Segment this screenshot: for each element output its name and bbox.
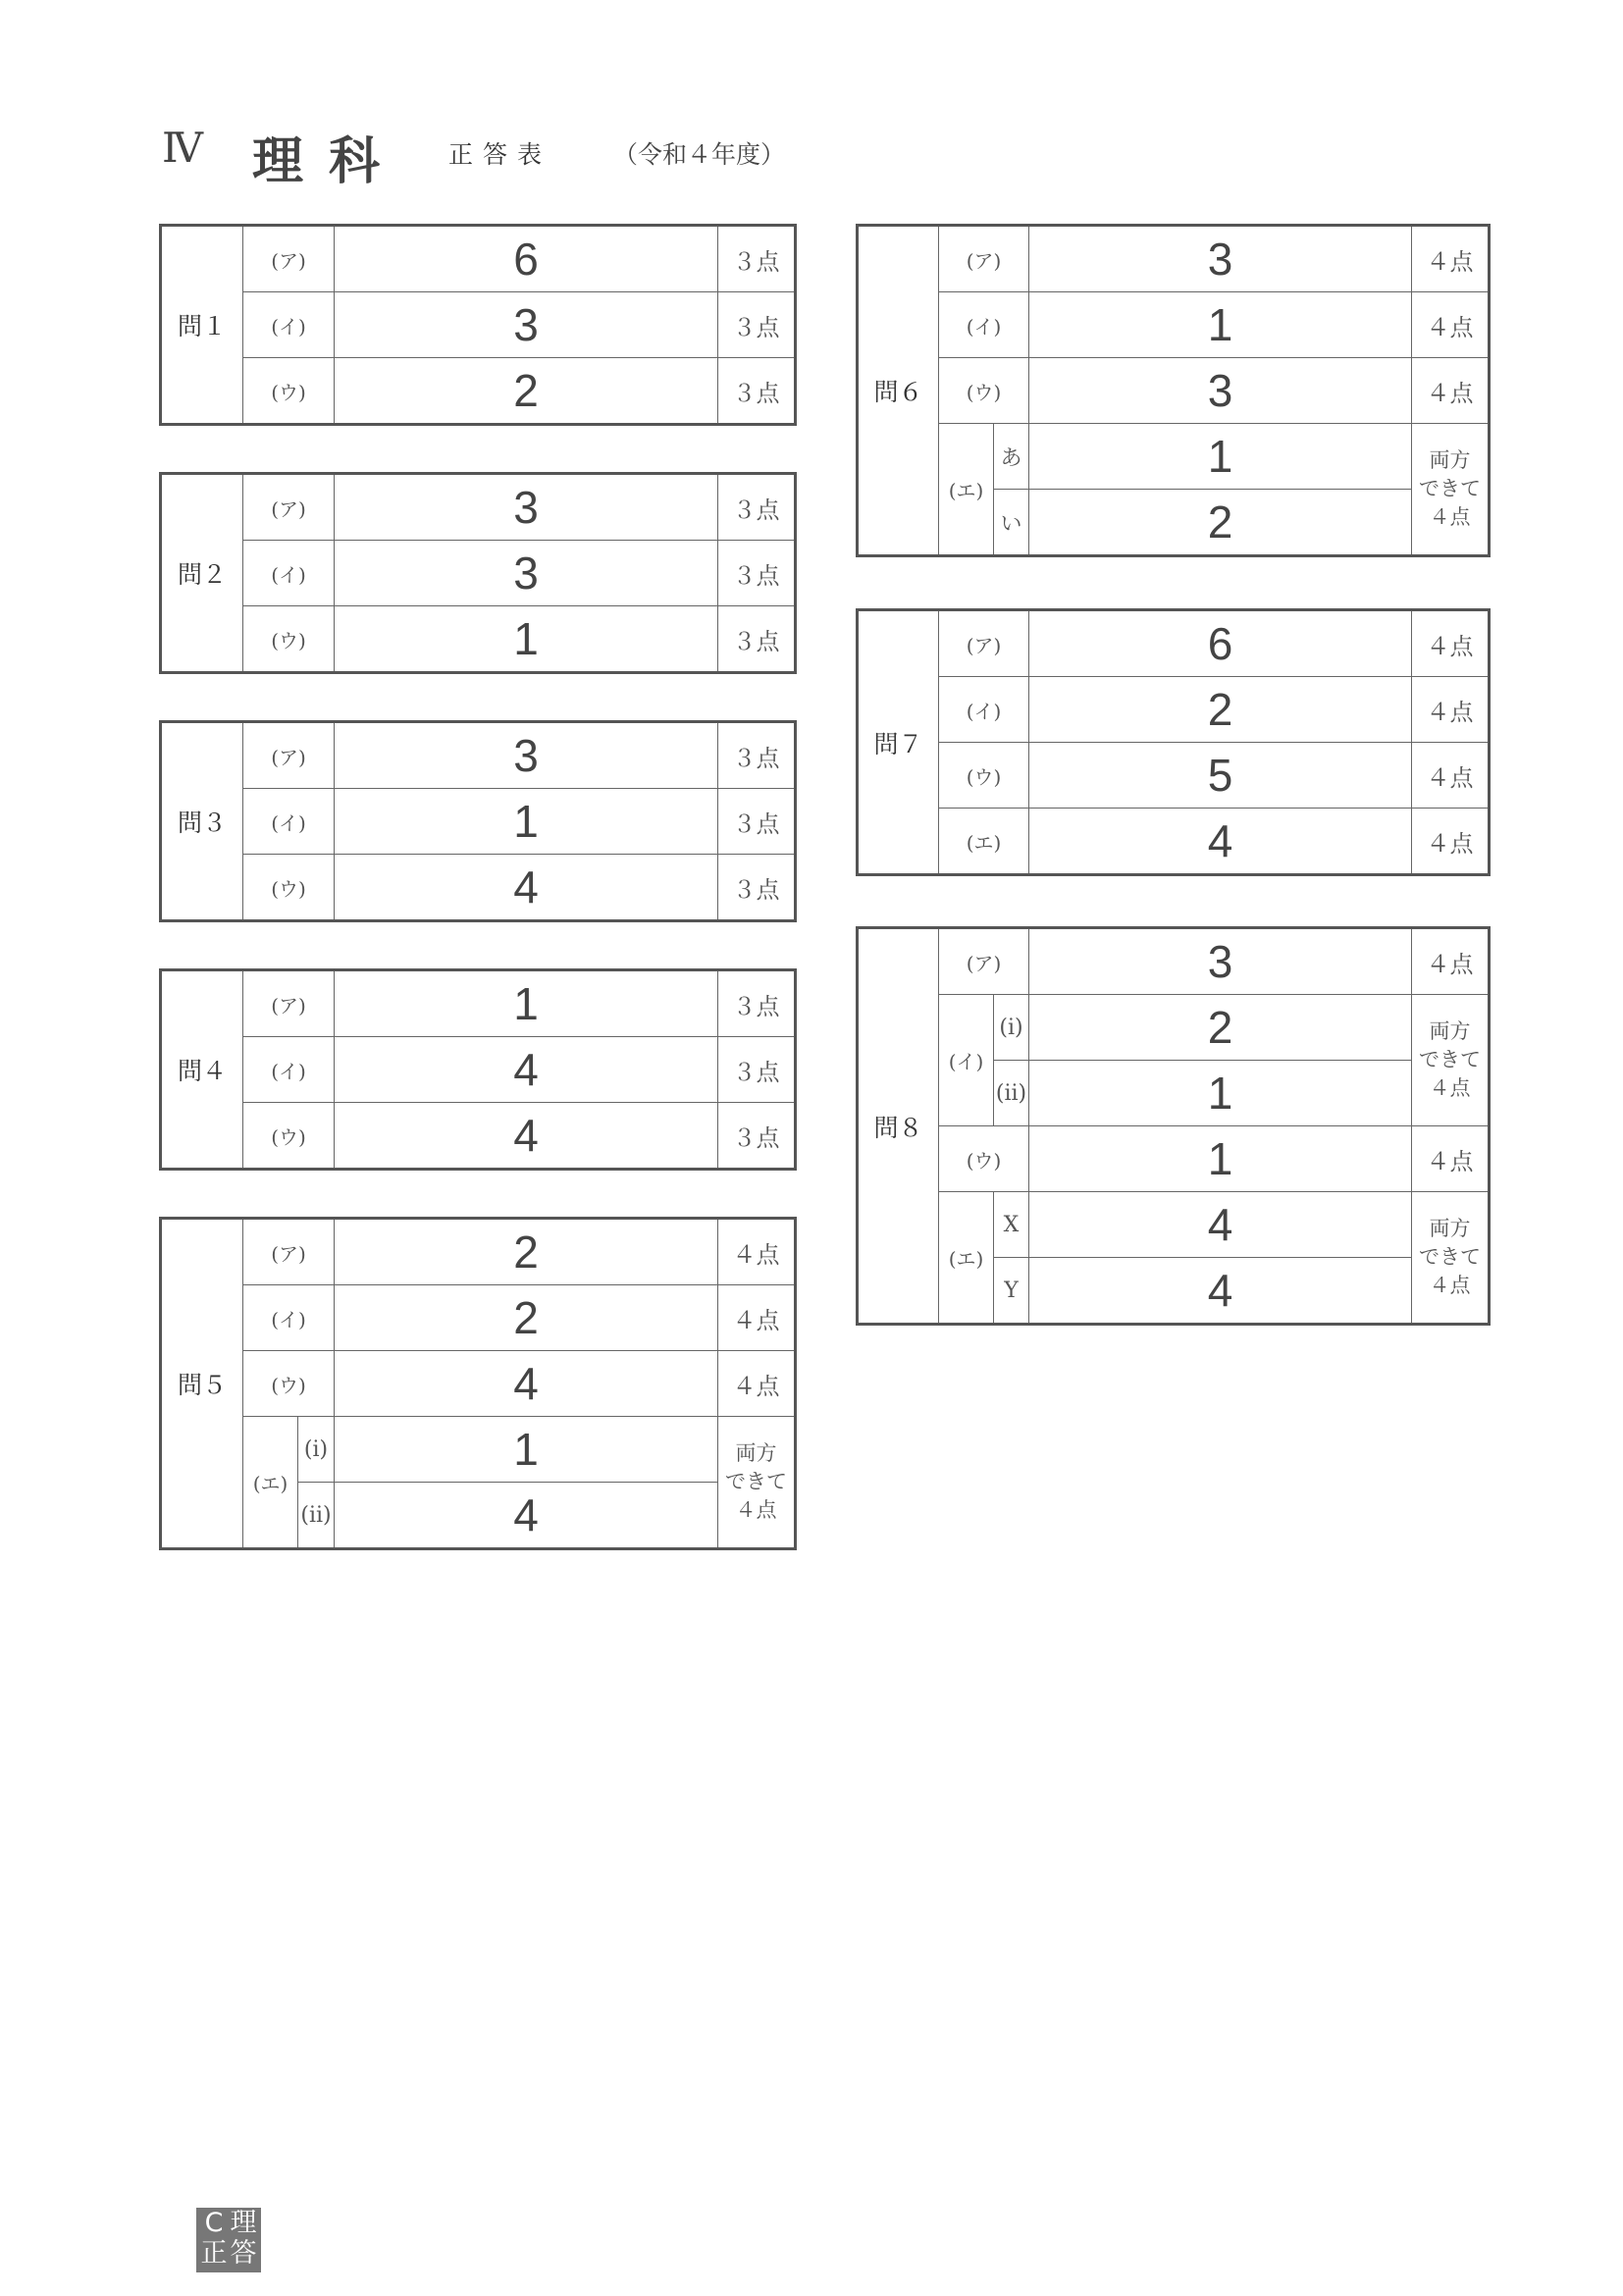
part-label: (ア)	[243, 1219, 335, 1285]
part-label: (ア)	[243, 970, 335, 1037]
points-line: ４点	[1429, 505, 1471, 529]
part-label: (ア)	[939, 610, 1029, 677]
table-row	[858, 928, 1490, 995]
points-cell: ４点	[1412, 1126, 1490, 1192]
table-row	[858, 995, 1490, 1061]
part-label: (イ)	[939, 677, 1029, 743]
table-row	[858, 358, 1490, 424]
points-cell: ４点	[718, 1285, 796, 1351]
table-row	[161, 789, 796, 855]
part-label: (ウ)	[939, 743, 1029, 809]
answer-cell: 2	[335, 1219, 718, 1285]
points-cell: ４点	[1412, 809, 1490, 875]
part-label: (ア)	[243, 226, 335, 292]
part-label: (ウ)	[243, 358, 335, 425]
part-label: (イ)	[243, 292, 335, 358]
table-row	[161, 722, 796, 789]
table-row	[161, 855, 796, 921]
points-line: できて	[1419, 1245, 1482, 1269]
table-row	[858, 1192, 1490, 1258]
question-7-table	[856, 608, 1491, 876]
footer-stamp	[196, 2208, 261, 2272]
table-row	[161, 358, 796, 425]
question-3-table	[159, 720, 797, 922]
sub-part-label: (ⅱ)	[298, 1483, 335, 1549]
answer-cell: 1	[1029, 424, 1412, 490]
question-5-table	[159, 1217, 797, 1550]
answer-cell: 4	[335, 1037, 718, 1103]
document-year: （令和４年度）	[613, 140, 786, 169]
points-cell: ４点	[1412, 610, 1490, 677]
answer-cell: 6	[1029, 610, 1412, 677]
part-label: (エ)	[939, 809, 1029, 875]
question-1-table	[159, 224, 797, 426]
sub-part-label: (ⅰ)	[298, 1417, 335, 1483]
answer-cell: 1	[1029, 292, 1412, 358]
stamp-char: 答	[230, 2238, 257, 2269]
points-cell: ３点	[718, 1037, 796, 1103]
points-cell: ３点	[718, 292, 796, 358]
points-line: できて	[1419, 477, 1482, 500]
table-row	[858, 226, 1490, 292]
part-label: (イ)	[939, 995, 994, 1126]
part-label: (ウ)	[243, 1103, 335, 1170]
points-line: 両方	[1429, 1019, 1471, 1043]
part-label: (ア)	[939, 928, 1029, 995]
part-label: (エ)	[939, 1192, 994, 1325]
points-line: 両方	[735, 1441, 777, 1465]
part-label: (イ)	[243, 541, 335, 606]
answer-cell: 3	[335, 722, 718, 789]
part-label: (ウ)	[243, 606, 335, 673]
table-row	[858, 1126, 1490, 1192]
table-row	[161, 1417, 796, 1483]
points-cell: ４点	[1412, 677, 1490, 743]
question-label: 問５	[161, 1219, 243, 1549]
answer-cell: 2	[1029, 490, 1412, 556]
part-label: (ア)	[243, 722, 335, 789]
answer-cell: 1	[1029, 1061, 1412, 1126]
answer-cell: 1	[335, 789, 718, 855]
points-cell: ３点	[718, 606, 796, 673]
points-line: ４点	[1429, 1274, 1471, 1297]
section-numeral: Ⅳ	[162, 124, 203, 172]
points-cell: ３点	[718, 855, 796, 921]
points-line: ４点	[735, 1498, 777, 1522]
table-row	[161, 1285, 796, 1351]
answer-cell: 6	[335, 226, 718, 292]
question-label: 問１	[161, 226, 243, 425]
table-row	[161, 474, 796, 541]
points-cell: ４点	[1412, 928, 1490, 995]
table-row	[161, 292, 796, 358]
sub-part-label: あ	[994, 424, 1029, 490]
question-8-table	[856, 926, 1491, 1326]
answer-cell: 4	[335, 1103, 718, 1170]
answer-cell: 3	[1029, 928, 1412, 995]
part-label: (ア)	[243, 474, 335, 541]
points-cell: ３点	[718, 722, 796, 789]
answer-cell: 1	[335, 970, 718, 1037]
sub-part-label: X	[994, 1192, 1029, 1258]
points-cell: ３点	[718, 474, 796, 541]
points-cell: ４点	[1412, 358, 1490, 424]
question-label: 問４	[161, 970, 243, 1170]
table-row	[161, 1037, 796, 1103]
sub-part-label: Y	[994, 1258, 1029, 1325]
answer-cell: 1	[1029, 1126, 1412, 1192]
answer-cell: 3	[335, 474, 718, 541]
answer-cell: 4	[335, 855, 718, 921]
question-label: 問６	[858, 226, 939, 556]
part-label: (イ)	[243, 1285, 335, 1351]
points-cell: ３点	[718, 226, 796, 292]
part-label: (イ)	[243, 789, 335, 855]
answer-cell: 4	[335, 1351, 718, 1417]
points-cell: ３点	[718, 1103, 796, 1170]
answer-cell: 4	[335, 1483, 718, 1549]
points-line: 両方	[1429, 448, 1471, 472]
table-row	[161, 1351, 796, 1417]
answer-cell: 4	[1029, 809, 1412, 875]
document-type: 正答表	[448, 140, 552, 169]
answer-cell: 3	[1029, 358, 1412, 424]
question-label: 問３	[161, 722, 243, 921]
answer-cell: 2	[335, 1285, 718, 1351]
stamp-char: C	[204, 2208, 224, 2238]
part-label: (イ)	[939, 292, 1029, 358]
table-row	[161, 541, 796, 606]
answer-cell: 3	[1029, 226, 1412, 292]
part-label: (ウ)	[243, 1351, 335, 1417]
answer-cell: 2	[335, 358, 718, 425]
points-cell	[718, 1417, 796, 1549]
points-cell: ４点	[718, 1351, 796, 1417]
answer-cell: 4	[1029, 1258, 1412, 1325]
points-cell: ３点	[718, 541, 796, 606]
points-cell: ４点	[718, 1219, 796, 1285]
answer-cell: 5	[1029, 743, 1412, 809]
points-line: 両方	[1429, 1217, 1471, 1240]
table-row	[858, 677, 1490, 743]
part-label: (ウ)	[243, 855, 335, 921]
question-6-table	[856, 224, 1491, 557]
answer-cell: 3	[335, 292, 718, 358]
subject-title: 理科	[252, 132, 406, 191]
answer-cell: 4	[1029, 1192, 1412, 1258]
table-row	[858, 809, 1490, 875]
table-row	[858, 292, 1490, 358]
question-label: 問７	[858, 610, 939, 875]
stamp-char: 正	[200, 2238, 228, 2269]
points-cell	[1412, 1192, 1490, 1325]
points-cell	[1412, 995, 1490, 1126]
points-cell: ３点	[718, 789, 796, 855]
table-row	[161, 970, 796, 1037]
points-cell: ４点	[1412, 292, 1490, 358]
part-label: (エ)	[243, 1417, 298, 1549]
points-cell: ３点	[718, 358, 796, 425]
points-line: できて	[1419, 1048, 1482, 1071]
points-cell: ３点	[718, 970, 796, 1037]
question-4-table	[159, 968, 797, 1171]
answer-cell: 1	[335, 606, 718, 673]
table-row	[161, 1219, 796, 1285]
points-cell	[1412, 424, 1490, 556]
question-2-table	[159, 472, 797, 674]
sub-part-label: (ⅰ)	[994, 995, 1029, 1061]
sub-part-label: い	[994, 490, 1029, 556]
question-label: 問２	[161, 474, 243, 673]
part-label: (ウ)	[939, 1126, 1029, 1192]
points-line: できて	[725, 1470, 788, 1493]
table-row	[858, 743, 1490, 809]
answer-cell: 1	[335, 1417, 718, 1483]
table-row	[161, 606, 796, 673]
table-row	[161, 226, 796, 292]
part-label: (エ)	[939, 424, 994, 556]
question-label: 問８	[858, 928, 939, 1325]
sub-part-label: (ⅱ)	[994, 1061, 1029, 1126]
part-label: (ア)	[939, 226, 1029, 292]
part-label: (イ)	[243, 1037, 335, 1103]
table-row	[161, 1103, 796, 1170]
points-cell: ４点	[1412, 743, 1490, 809]
table-row	[858, 610, 1490, 677]
points-cell: ４点	[1412, 226, 1490, 292]
answer-cell: 2	[1029, 995, 1412, 1061]
stamp-char: 理	[230, 2208, 257, 2238]
points-line: ４点	[1429, 1076, 1471, 1100]
answer-cell: 3	[335, 541, 718, 606]
part-label: (ウ)	[939, 358, 1029, 424]
answer-cell: 2	[1029, 677, 1412, 743]
table-row	[858, 424, 1490, 490]
